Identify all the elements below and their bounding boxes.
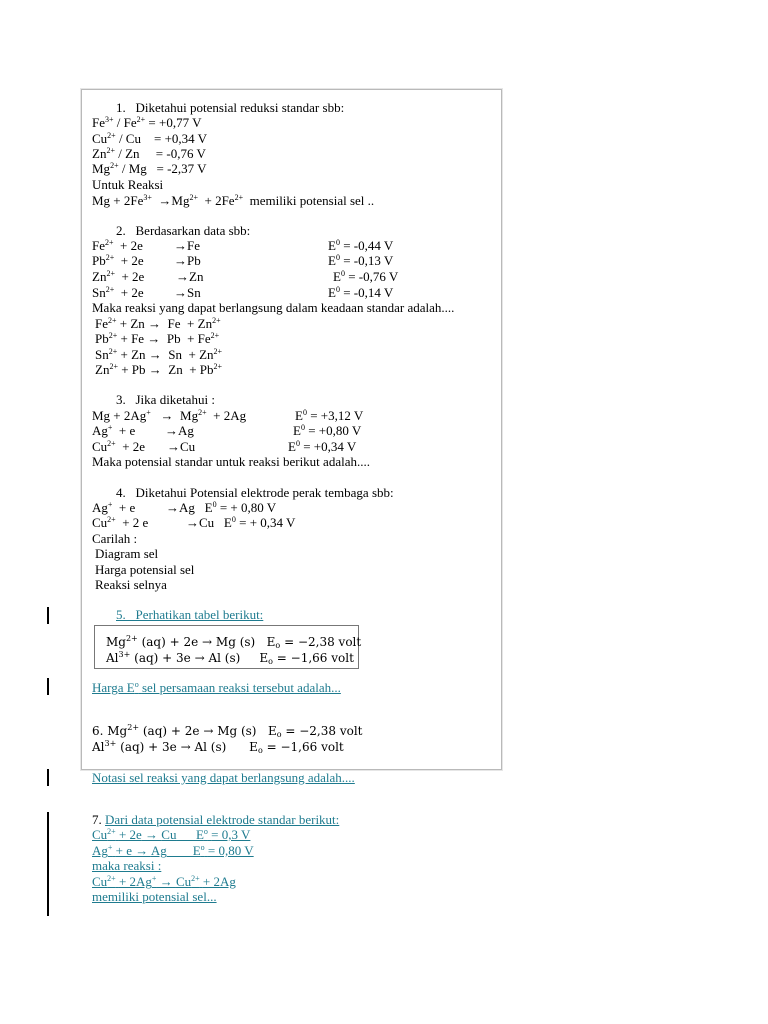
- q7-maka[interactable]: maka reaksi :: [92, 858, 162, 873]
- q4-item-1: Diagram sel: [95, 546, 159, 561]
- revision-bar: [47, 678, 49, 695]
- q5-table-row-1: $Mg^{2+}$ (aq) + 2e → Mg (s) $E_o = -2,38$ volt: [106, 634, 362, 650]
- q5-question[interactable]: Harga $E^o$ sel persamaan reaksi tersebut adalah...: [92, 680, 341, 695]
- q4-row-1-product: →Ag $E^0$ = + 0,80 V: [166, 500, 277, 515]
- revision-bar: [47, 769, 49, 786]
- q4-carilah: Carilah :: [92, 531, 138, 546]
- q7-row-3[interactable]: $Cu^{2+} + 2Ag^+ \to Cu^{2+} + 2Ag$: [92, 874, 236, 889]
- q2-row-2-product: →Pb: [174, 253, 201, 268]
- q4-row-2-product: →Cu $E^0$ = + 0,34 V: [186, 515, 296, 530]
- q3-row-1-e: $E^0 = +3,12$ V: [295, 408, 364, 423]
- q2-option-3: $Sn^{2+} + Zn \to Sn + Zn^{2+}$: [95, 347, 223, 362]
- q1-line-1: $Fe^{3+} / Fe^{2+} = +0,77$ V: [92, 115, 202, 130]
- q1-line-6: $Mg + 2Fe^{3+} \to Mg^{2+} + 2Fe^{2+}$ memiliki potensial sel ..: [92, 193, 375, 208]
- q3-row-3-e: $E^0 = +0,34$ V: [288, 439, 357, 454]
- q5-title[interactable]: 5. Perhatikan tabel berikut:: [116, 607, 264, 622]
- q6-question[interactable]: Notasi sel reaksi yang dapat berlangsung adalah....: [92, 770, 355, 785]
- q4-row-2: $Cu^{2+} + 2$ e: [92, 515, 149, 530]
- q3-row-3: $Cu^{2+} + 2e$: [92, 439, 146, 454]
- q7-title: 7. Dari data potensial elektrode standar berikut:: [92, 812, 340, 827]
- q2-row-3-e: $E^0 = -0,76$ V: [333, 269, 399, 284]
- q2-row-4: $Sn^{2+} + 2e$: [92, 285, 144, 300]
- q1-line-5: Untuk Reaksi: [92, 177, 164, 192]
- q2-title: 2. Berdasarkan data sbb:: [116, 223, 251, 238]
- q3-row-1: $Mg + 2Ag^+ \to Mg^{2+} + 2Ag$: [92, 408, 247, 423]
- q7-row-2[interactable]: Ag+ + e → Ag $E^o = 0,80$ V: [92, 843, 254, 858]
- q2-question: Maka reaksi yang dapat berlangsung dalam keadaan standar adalah....: [92, 300, 455, 315]
- q1-line-2: $Cu^{2+}$ / Cu = +0,34 V: [92, 131, 208, 146]
- revision-bar: [47, 812, 49, 916]
- q1-line-4: $Mg^{2+}$ / Mg = -2,37 V: [92, 161, 207, 176]
- q3-title: 3. Jika diketahui :: [116, 392, 215, 407]
- q6-row-2: $Al^{3+}$ (aq) + 3e → Al (s) $E_o = -1,66$ volt: [92, 739, 344, 755]
- q4-row-1: Ag+ + e: [92, 500, 136, 515]
- q7-end[interactable]: memiliki potensial sel...: [92, 889, 217, 904]
- q3-row-2-e: $E^0 = +0,80$ V: [293, 423, 362, 438]
- q4-item-3: Reaksi selnya: [95, 577, 167, 592]
- q6-row-1: 6. $Mg^{2+}$ (aq) + 2e → Mg (s) $E_o = -2,38$ volt: [92, 723, 363, 739]
- q7-row-1[interactable]: $Cu^{2+} + 2e \to Cu$ $E^o = 0,3$ V: [92, 827, 251, 842]
- q2-row-2: $Pb^{2+} + 2e$: [92, 253, 144, 268]
- q2-option-1: $Fe^{2+} + Zn \to Fe + Zn^{2+}$: [95, 316, 221, 331]
- q2-row-1: $Fe^{2+} + 2e$: [92, 238, 143, 253]
- q1-title: 1. Diketahui potensial reduksi standar sbb:: [116, 100, 345, 115]
- revision-bar: [47, 607, 49, 624]
- q4-item-2: Harga potensial sel: [95, 562, 195, 577]
- q3-question: Maka potensial standar untuk reaksi berikut adalah....: [92, 454, 370, 469]
- q2-row-3-product: →Zn: [176, 269, 204, 284]
- q2-row-2-e: $E^0 = -0,13$ V: [328, 253, 394, 268]
- q5-table-row-2: $Al^{3+}$ (aq) + 3e → Al (s) $E_o = -1,66$ volt: [106, 650, 354, 666]
- q3-row-3-product: →Cu: [167, 439, 196, 454]
- q2-row-4-product: →Sn: [174, 285, 201, 300]
- q2-option-2: $Pb^{2+} + Fe \to Pb + Fe^{2+}$: [95, 331, 220, 346]
- q2-row-1-e: $E^0 = -0,44$ V: [328, 238, 394, 253]
- q2-row-4-e: $E^0 = -0,14$ V: [328, 285, 394, 300]
- q1-line-3: $Zn^{2+}$ / Zn = -0,76 V: [92, 146, 206, 161]
- q2-row-1-product: →Fe: [174, 238, 200, 253]
- q4-title: 4. Diketahui Potensial elektrode perak tembaga sbb:: [116, 485, 394, 500]
- q2-option-4: $Zn^{2+} + Pb \to Zn + Pb^{2+}$: [95, 362, 223, 377]
- q3-row-2-product: →Ag: [165, 423, 194, 438]
- q3-row-2: Ag+ + e: [92, 423, 136, 438]
- q2-row-3: $Zn^{2+} + 2e$: [92, 269, 145, 284]
